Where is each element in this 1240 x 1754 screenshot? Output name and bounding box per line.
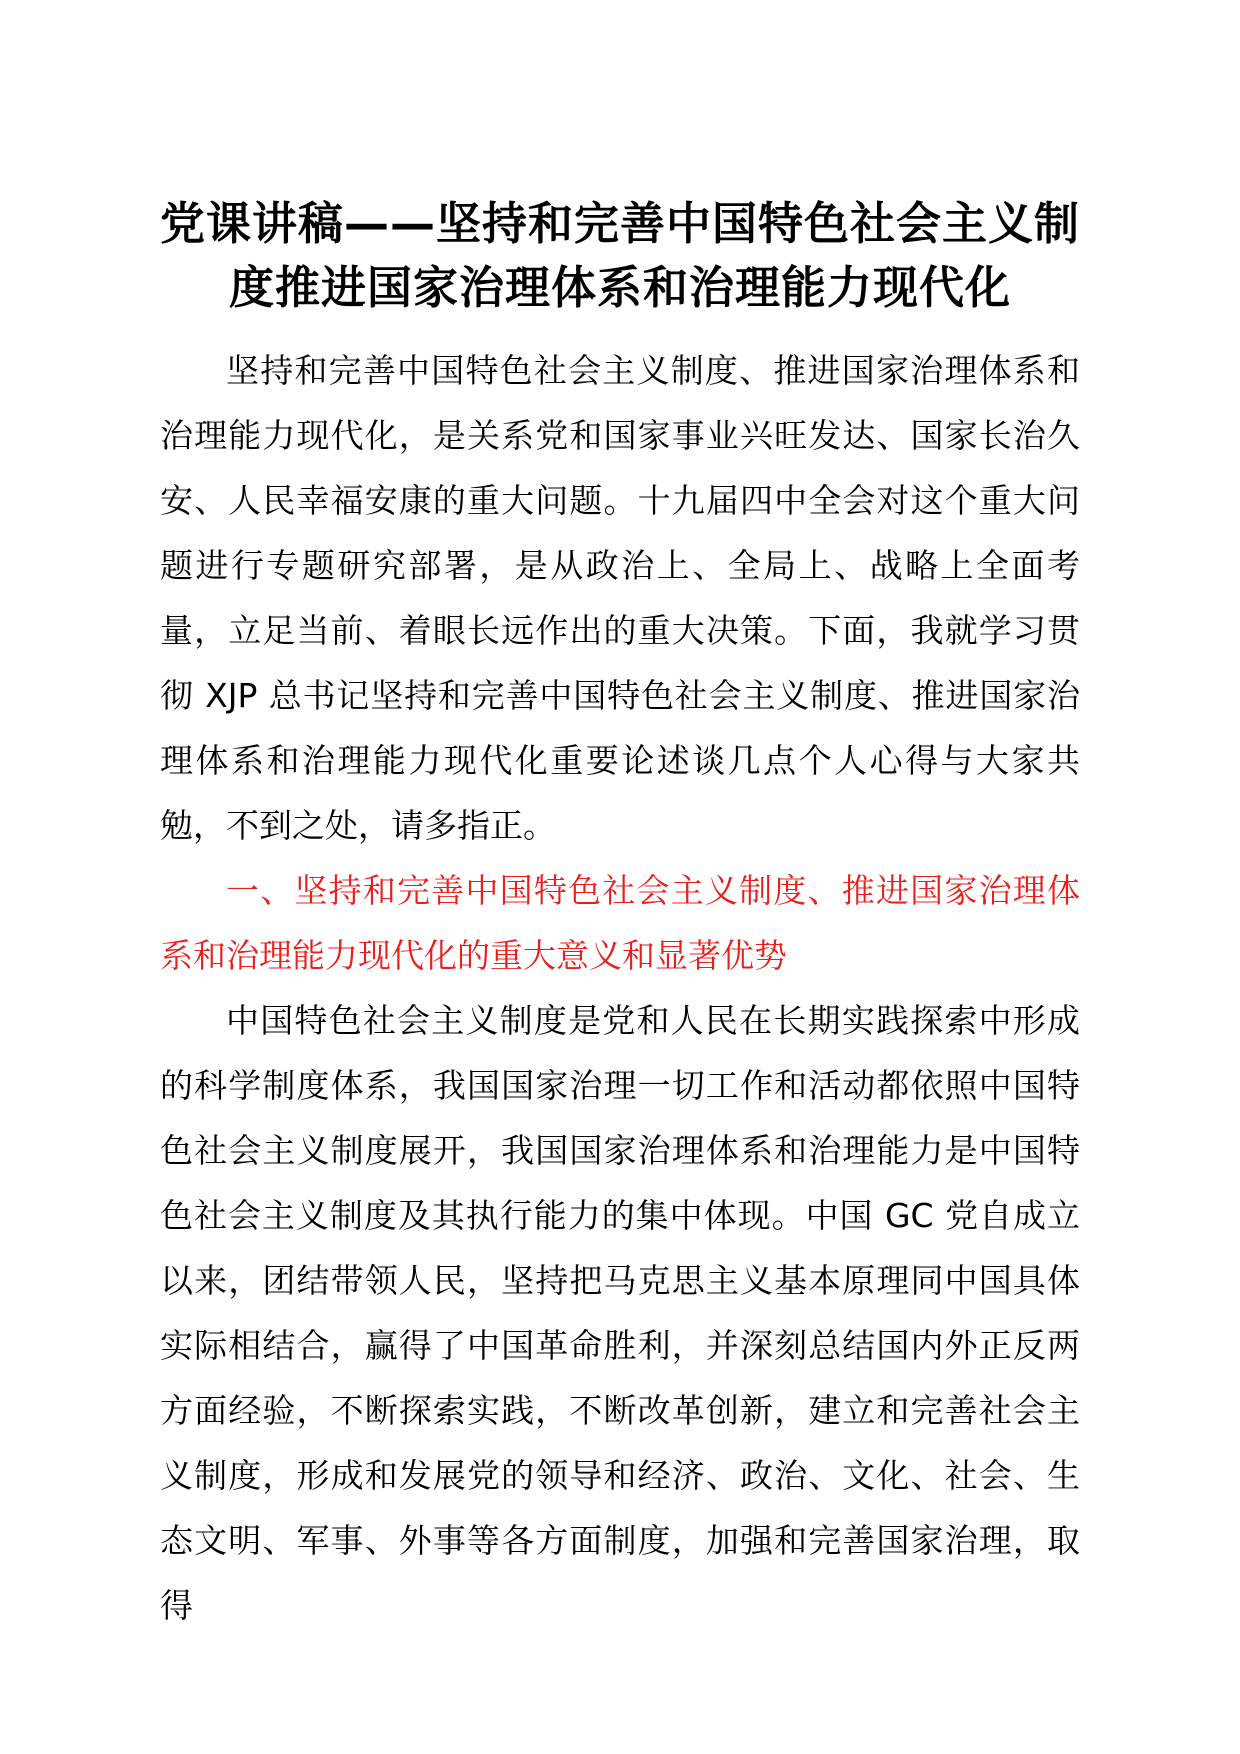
- document-title: 党课讲稿——坚持和完善中国特色社会主义制度推进国家治理体系和治理能力现代化: [160, 197, 1081, 314]
- document-body: [160, 192, 1080, 1638]
- intro-paragraph: 坚持和完善中国特色社会主义制度、推进国家治理体系和治理能力现代化，是关系党和国家事业兴旺发达、国家长治久安、人民幸福安康的重大问题。十九届四中全会对这个重大问题进行专题研究部署，是从政治上、全局上、战略上全面考量，立足当前、着眼长远作出的重大决策。下面，我就学习贯彻 XJP 总书记坚持和完善中国特色社会主义制度、推进国家治理体系和治理能力现代化重要论述谈几点个人心得与大家共勉，不到之处，请多指正。: [160, 351, 1080, 845]
- section-heading-1: 一、坚持和完善中国特色社会主义制度、推进国家治理体系和治理能力现代化的重大意义和显著优势: [160, 871, 1080, 975]
- section-paragraph-1: 中国特色社会主义制度是党和人民在长期实践探索中形成的科学制度体系，我国国家治理一切工作和活动都依照中国特色社会主义制度展开，我国国家治理体系和治理能力是中国特色社会主义制度及其执行能力的集中体现。中国 GC 党自成立以来，团结带领人民，坚持把马克思主义基本原理同中国具体实际相结合，赢得了中国革命胜利，并深刻总结国内外正反两方面经验，不断探索实践，不断改革创新，建立和完善社会主义制度，形成和发展党的领导和经济、政治、文化、社会、生态文明、军事、外事等各方面制度，加强和完善国家治理，取得: [160, 1001, 1080, 1625]
